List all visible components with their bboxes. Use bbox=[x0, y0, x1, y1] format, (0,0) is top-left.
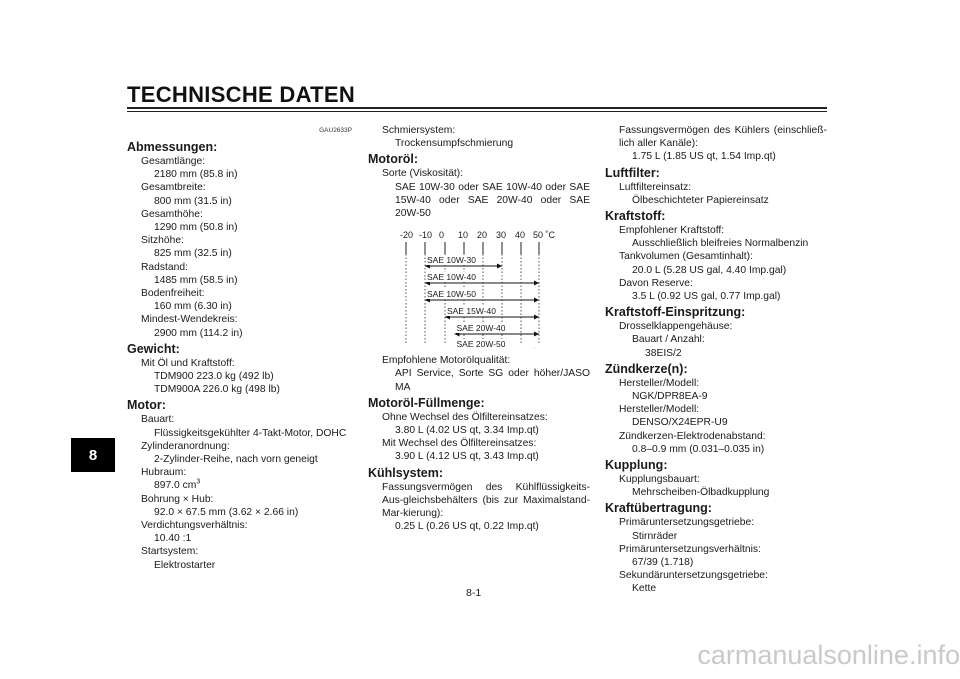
label-hersteller-2: Hersteller/Modell: bbox=[619, 404, 700, 416]
column-3 bbox=[605, 124, 827, 596]
tick-label: -20 bbox=[400, 230, 414, 241]
label-gesamtbreite: Gesamtbreite: bbox=[141, 182, 206, 194]
label-bauart-anzahl: Bauart / Anzahl: bbox=[632, 334, 705, 346]
heading-kuehlsystem: Kühlsystem: bbox=[368, 465, 444, 480]
value-zylinder: 2-Zylinder-Reihe, nach vorn geneigt bbox=[154, 454, 318, 466]
label-gesamthoehe: Gesamthöhe: bbox=[141, 208, 203, 220]
value-hersteller-1: NGK/DPR8EA-9 bbox=[632, 391, 708, 403]
label-gesamtlaenge: Gesamtlänge: bbox=[141, 156, 206, 167]
label-empfohlene-qualitaet: Empfohlene Motorölqualität: bbox=[382, 355, 511, 367]
value-tankvolumen: 20.0 L (5.28 US gal, 4.40 Imp.gal) bbox=[632, 264, 787, 276]
range-arrow-right bbox=[534, 281, 539, 286]
label-kraftstoff-empf: Empfohlener Kraftstoff: bbox=[619, 225, 725, 237]
value-ausgleichsbehaelter: 0.25 L (0.26 US qt, 0.22 Imp.qt) bbox=[395, 521, 539, 533]
value-empfohlene-qualitaet: API Service, Sorte SG oder höher/JASO MA bbox=[395, 368, 590, 393]
heading-fuellmenge: Motoröl-Füllmenge: bbox=[368, 395, 485, 410]
tick-label: -10 bbox=[419, 230, 433, 241]
label-schmiersystem: Schmiersystem: bbox=[382, 125, 456, 136]
label-kuehler: Fassungsvermögen des Kühlers (einschließ-lich aller Kanäle): bbox=[619, 125, 827, 150]
value-gesamtlaenge: 2180 mm (85.8 in) bbox=[154, 169, 238, 181]
heading-motoroel: Motoröl: bbox=[368, 152, 418, 167]
value-sitzhoehe: 825 mm (32.5 in) bbox=[154, 248, 232, 260]
label-mit-filter: Mit Wechsel des Ölfiltereinsatzes: bbox=[382, 438, 537, 450]
tick-label: 30 bbox=[496, 230, 507, 241]
label-startsystem: Startsystem: bbox=[141, 546, 199, 558]
heading-kupplung: Kupplung: bbox=[605, 458, 668, 473]
label-gewicht: Mit Öl und Kraftstoff: bbox=[141, 357, 235, 369]
heading-abmessungen: Abmessungen: bbox=[127, 140, 218, 154]
oil-grade-label: SAE 10W-40 bbox=[427, 272, 476, 283]
reference-code: GAU2633P bbox=[319, 127, 352, 134]
value-primaer: Stirnräder bbox=[632, 530, 678, 542]
value-elektrodenabstand: 0.8–0.9 mm (0.031–0.035 in) bbox=[632, 443, 765, 455]
value-schmiersystem: Trockensumpfschmierung bbox=[395, 138, 514, 150]
value-radstand: 1485 mm (58.5 in) bbox=[154, 274, 238, 286]
label-hubraum: Hubraum: bbox=[141, 467, 187, 479]
label-ausgleichsbehaelter: Fassungsvermögen des Kühlflüssigkeits-Aus-gleichsbehälters (bis zur Maximalstand-Mar-kierung): bbox=[382, 481, 590, 520]
value-kuehler: 1.75 L (1.85 US qt, 1.54 Imp.qt) bbox=[632, 151, 776, 163]
tick-label: 10 bbox=[458, 230, 469, 241]
label-sekundaer: Sekundäruntersetzungsgetriebe: bbox=[619, 570, 768, 582]
label-sorte: Sorte (Viskosität): bbox=[382, 168, 464, 180]
value-bauart-anzahl: 38EIS/2 bbox=[645, 347, 682, 359]
label-luftfilter: Luftfiltereinsatz: bbox=[619, 181, 692, 193]
heading-luftfilter: Luftfilter: bbox=[605, 165, 660, 180]
value-gewicht-tdm900a: TDM900A 226.0 kg (498 lb) bbox=[154, 384, 280, 396]
chapter-tab: 8 bbox=[71, 438, 115, 472]
label-wendekreis: Mindest-Wendekreis: bbox=[141, 314, 238, 326]
label-bohrung: Bohrung × Hub: bbox=[141, 493, 214, 505]
page-number: 8-1 bbox=[466, 587, 482, 599]
value-gesamtbreite: 800 mm (31.5 in) bbox=[154, 195, 232, 207]
value-ohne-filter: 3.80 L (4.02 US qt, 3.34 Imp.qt) bbox=[395, 425, 539, 437]
value-gesamthoehe: 1290 mm (50.8 in) bbox=[154, 222, 238, 234]
label-drosselklappe: Drosselklappengehäuse: bbox=[619, 321, 733, 333]
label-reserve: Davon Reserve: bbox=[619, 277, 693, 289]
watermark: carmanualsonline.info bbox=[697, 640, 960, 670]
value-luftfilter: Ölbeschichteter Papiereinsatz bbox=[632, 194, 769, 206]
label-tankvolumen: Tankvolumen (Gesamtinhalt): bbox=[619, 251, 753, 263]
title-rule-thin bbox=[127, 111, 827, 112]
label-verdichtung: Verdichtungsverhältnis: bbox=[141, 520, 248, 532]
column-2 bbox=[368, 124, 590, 533]
heading-motor: Motor: bbox=[127, 398, 166, 413]
range-arrow-right bbox=[534, 332, 539, 337]
tick-label: 40 bbox=[515, 230, 526, 241]
value-sorte: SAE 10W-30 oder SAE 10W-40 oder SAE 15W-40 oder SAE 20W-40 oder SAE 20W-50 bbox=[395, 181, 590, 220]
value-sekundaer: Kette bbox=[632, 583, 657, 595]
value-bohrung: 92.0 × 67.5 mm (3.62 × 2.66 in) bbox=[154, 506, 299, 518]
range-arrow-right bbox=[497, 264, 502, 269]
label-bauart: Bauart: bbox=[141, 414, 175, 426]
tick-label: 0 bbox=[439, 230, 445, 241]
value-bauart: Flüssigkeitsgekühlter 4-Takt-Motor, DOHC bbox=[154, 427, 347, 439]
heading-einspritzung: Kraftstoff-Einspritzung: bbox=[605, 305, 746, 320]
heading-kraftuebertragung: Kraftübertragung: bbox=[605, 501, 712, 516]
value-hubraum bbox=[127, 479, 352, 492]
value-gewicht-tdm900: TDM900 223.0 kg (492 lb) bbox=[154, 371, 274, 383]
page-title: TECHNISCHE DATEN bbox=[127, 82, 356, 107]
heading-gewicht: Gewicht: bbox=[127, 341, 180, 356]
title-rule-thick bbox=[127, 107, 827, 109]
range-arrow-right bbox=[534, 315, 539, 320]
range-arrow-right bbox=[534, 348, 539, 349]
value-reserve: 3.5 L (0.92 US gal, 0.77 Imp.gal) bbox=[632, 291, 781, 303]
value-bodenfreiheit: 160 mm (6.30 in) bbox=[154, 301, 232, 313]
value-mit-filter: 3.90 L (4.12 US qt, 3.43 Imp.qt) bbox=[395, 451, 539, 463]
heading-kraftstoff: Kraftstoff: bbox=[605, 209, 666, 224]
oil-grade-label: SAE 15W-40 bbox=[447, 306, 496, 317]
oil-grade-label: SAE 10W-50 bbox=[427, 289, 476, 300]
value-wendekreis: 2900 mm (114.2 in) bbox=[154, 327, 243, 339]
label-kupplung: Kupplungsbauart: bbox=[619, 474, 700, 486]
value-verdichtung: 10.40 :1 bbox=[154, 533, 192, 545]
range-arrow-right bbox=[534, 298, 539, 303]
label-ohne-filter: Ohne Wechsel des Ölfiltereinsatzes: bbox=[382, 411, 548, 423]
value-hersteller-2: DENSO/X24EPR-U9 bbox=[632, 417, 728, 429]
value-primaer-verh: 67/39 (1.718) bbox=[632, 557, 694, 569]
label-zylinder: Zylinderanordnung: bbox=[141, 440, 230, 452]
tick-label: 50 ˚C bbox=[533, 230, 556, 241]
oil-grade-label: SAE 20W-50 bbox=[456, 339, 506, 350]
label-sitzhoehe: Sitzhöhe: bbox=[141, 235, 184, 247]
column-1 bbox=[127, 124, 352, 572]
tick-label: 20 bbox=[477, 230, 488, 241]
value-startsystem: Elektrostarter bbox=[154, 559, 216, 571]
oil-grade-label: SAE 10W-30 bbox=[427, 255, 476, 266]
oil-grade-label: SAE 20W-40 bbox=[456, 323, 506, 334]
hubraum-exponent: 3 bbox=[196, 479, 201, 487]
label-hersteller-1: Hersteller/Modell: bbox=[619, 377, 700, 389]
heading-zuendkerze: Zündkerze(n): bbox=[605, 361, 688, 376]
label-primaer: Primäruntersetzungsgetriebe: bbox=[619, 517, 755, 529]
oil-viscosity-chart bbox=[398, 228, 588, 348]
label-elektrodenabstand: Zündkerzen-Elektrodenabstand: bbox=[619, 430, 766, 442]
hubraum-number: 897.0 cm bbox=[154, 480, 197, 492]
label-radstand: Radstand: bbox=[141, 261, 188, 273]
label-bodenfreiheit: Bodenfreiheit: bbox=[141, 288, 205, 300]
value-kupplung: Mehrscheiben-Ölbadkupplung bbox=[632, 487, 770, 499]
label-primaer-verh: Primäruntersetzungsverhältnis: bbox=[619, 543, 761, 555]
value-kraftstoff-empf: Ausschließlich bleifreies Normalbenzin bbox=[632, 238, 809, 250]
